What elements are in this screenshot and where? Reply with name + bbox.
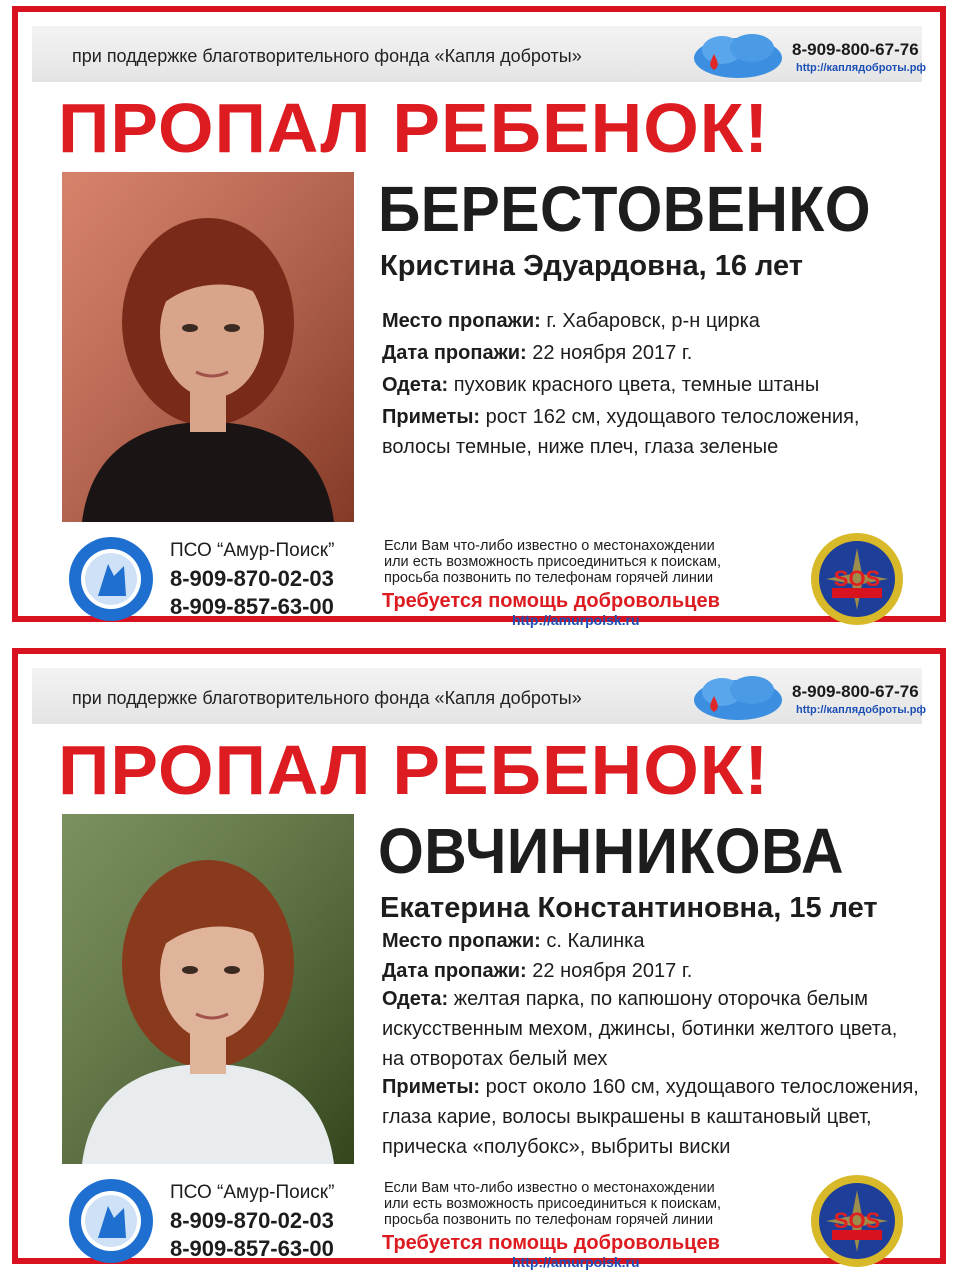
detail-value: рост около 160 см, худощавого телосложения, [485, 1076, 919, 1098]
detail-value: желтая парка, по капюшону оторочка белым [453, 988, 868, 1010]
detail-row [382, 984, 922, 1074]
headline-missing-child: ПРОПАЛ РЕБЕНОК! [58, 89, 770, 167]
hotline-info-line: или есть возможность присоединиться к поискам, [384, 554, 722, 570]
pso-phone-number[interactable]: 8-909-857-63-00 [170, 1236, 334, 1261]
volunteers-needed: Требуется помощь добровольцев [382, 590, 720, 612]
detail-value: глаза карие, волосы выкрашены в каштановый цвет, [382, 1106, 872, 1128]
child-surname: БЕРЕСТОВЕНКО [378, 173, 872, 245]
detail-row [382, 306, 922, 336]
pso-phone-number[interactable]: 8-909-857-63-00 [170, 594, 334, 619]
child-name-and-age: Екатерина Константиновна, 15 лет [380, 892, 878, 924]
amur-poisk-logo [68, 1178, 154, 1264]
child-photo [62, 172, 354, 522]
detail-line [382, 1102, 922, 1132]
rescue-union-sos-logo [810, 532, 904, 626]
detail-line [382, 1014, 922, 1044]
detail-line [382, 432, 922, 462]
detail-value: с. Калинка [546, 930, 645, 952]
detail-label: Дата пропажи: [382, 342, 527, 364]
detail-line [382, 926, 922, 956]
hotline-info [384, 1180, 804, 1228]
detail-value: искусственным мехом, джинсы, ботинки желтого цвета, [382, 1018, 898, 1040]
detail-label: Одета: [382, 374, 449, 396]
hotline-info [384, 538, 804, 586]
hotline-info-line: или есть возможность присоединиться к поискам, [384, 1196, 722, 1212]
headline-missing-child: ПРОПАЛ РЕБЕНОК! [58, 731, 770, 809]
detail-line [382, 1132, 922, 1162]
charity-fund-logo [692, 674, 784, 722]
fund-website-link[interactable]: http://каплядоброты.рф [796, 704, 927, 716]
pso-name: ПСО “Амур-Поиск” [170, 1182, 335, 1203]
rescue-union-sos-logo [810, 1174, 904, 1268]
hotline-info-line: просьба позвонить по телефонам горячей линии [384, 570, 714, 586]
pso-phone-number[interactable]: 8-909-870-02-03 [170, 566, 334, 591]
detail-line [382, 402, 922, 432]
missing-poster [12, 6, 946, 628]
detail-line [382, 984, 922, 1014]
sponsor-banner [32, 26, 927, 82]
sponsor-text: при поддержке благотворительного фонда «Капля доброты» [72, 46, 582, 66]
detail-line [382, 1044, 922, 1074]
detail-value: рост 162 см, худощавого телосложения, [485, 406, 860, 428]
detail-line [382, 1072, 922, 1102]
detail-label: Приметы: [382, 1076, 481, 1098]
detail-label: Приметы: [382, 406, 481, 428]
fund-website-link[interactable]: http://каплядоброты.рф [796, 62, 927, 74]
child-name-and-age: Кристина Эдуардовна, 16 лет [380, 250, 803, 282]
detail-line [382, 306, 922, 336]
detail-value: 22 ноября 2017 г. [532, 960, 693, 982]
sponsor-text: при поддержке благотворительного фонда «Капля доброты» [72, 688, 582, 708]
child-photo [62, 814, 354, 1164]
detail-value: волосы темные, ниже плеч, глаза зеленые [382, 436, 779, 458]
detail-row [382, 338, 922, 368]
hotline-info-line: просьба позвонить по телефонам горячей линии [384, 1212, 714, 1228]
detail-value: прическа «полубокс», выбриты виски [382, 1136, 731, 1158]
amurpoisk-link[interactable]: http://amurpoisk.ru [512, 1254, 640, 1270]
detail-row [382, 370, 922, 400]
detail-row [382, 402, 922, 462]
detail-line [382, 338, 922, 368]
amur-poisk-logo [68, 536, 154, 622]
detail-label: Место пропажи: [382, 930, 541, 952]
detail-label: Одета: [382, 988, 449, 1010]
detail-line [382, 956, 922, 986]
detail-row [382, 926, 922, 956]
detail-value: на отворотах белый мех [382, 1048, 608, 1070]
detail-row [382, 956, 922, 986]
detail-row [382, 1072, 922, 1162]
charity-fund-logo [692, 32, 784, 80]
child-surname: ОВЧИННИКОВА [378, 815, 845, 887]
missing-poster [12, 648, 946, 1270]
svg-text:SOS: SOS [833, 1208, 881, 1233]
detail-value: пуховик красного цвета, темные штаны [453, 374, 820, 396]
detail-line [382, 370, 922, 400]
svg-text:SOS: SOS [833, 566, 881, 591]
pso-phone-number[interactable]: 8-909-870-02-03 [170, 1208, 334, 1233]
volunteers-needed: Требуется помощь добровольцев [382, 1232, 720, 1254]
hotline-info-line: Если Вам что-либо известно о местонахождении [384, 538, 715, 554]
fund-phone-number[interactable]: 8-909-800-67-76 [792, 682, 919, 701]
fund-phone-number[interactable]: 8-909-800-67-76 [792, 40, 919, 59]
hotline-info-line: Если Вам что-либо известно о местонахождении [384, 1180, 715, 1196]
sponsor-banner [32, 668, 927, 724]
detail-label: Место пропажи: [382, 310, 541, 332]
detail-value: г. Хабаровск, р-н цирка [546, 310, 760, 332]
detail-label: Дата пропажи: [382, 960, 527, 982]
pso-name: ПСО “Амур-Поиск” [170, 540, 335, 561]
amurpoisk-link[interactable]: http://amurpoisk.ru [512, 612, 640, 628]
detail-value: 22 ноября 2017 г. [532, 342, 693, 364]
